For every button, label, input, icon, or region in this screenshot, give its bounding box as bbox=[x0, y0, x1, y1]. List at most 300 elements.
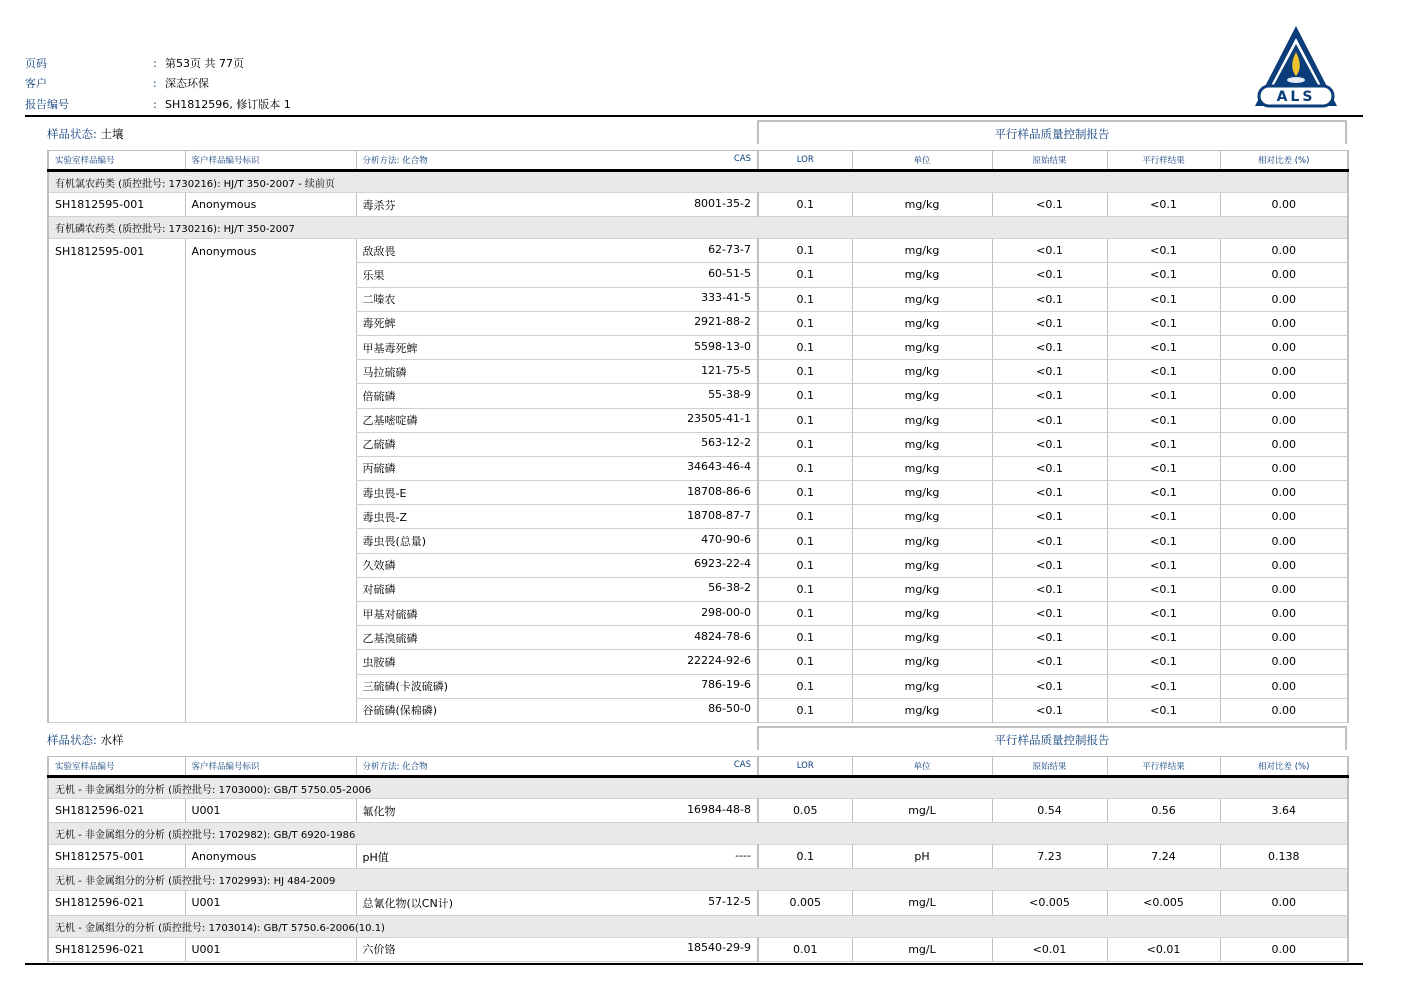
duplicate-result: <0.1 bbox=[1107, 456, 1220, 480]
duplicate-result: 7.24 bbox=[1107, 845, 1220, 869]
cas-number: 62-73-7 bbox=[708, 242, 751, 256]
lor-value: 0.1 bbox=[758, 845, 852, 869]
table-row bbox=[48, 384, 1348, 408]
rpd-value: 0.00 bbox=[1220, 432, 1348, 456]
method-group-row bbox=[48, 217, 1348, 239]
cas-number: 563-12-2 bbox=[701, 436, 751, 450]
client-sample-id: Anonymous bbox=[185, 193, 356, 217]
cas-number: 4824-78-6 bbox=[694, 629, 751, 643]
table-row bbox=[48, 263, 1348, 287]
original-result: <0.1 bbox=[992, 674, 1107, 698]
cas-number: 786-19-6 bbox=[701, 678, 751, 692]
col-lor: LOR bbox=[758, 151, 852, 171]
unit-value: mg/kg bbox=[852, 674, 992, 698]
col-duplicate-result: 平行样结果 bbox=[1107, 151, 1220, 171]
client-sample-id bbox=[185, 360, 356, 384]
compound-name: 乙硫磷 bbox=[362, 438, 396, 452]
lor-value: 0.1 bbox=[758, 408, 852, 432]
col-unit: 单位 bbox=[852, 151, 992, 171]
separator: : bbox=[153, 77, 157, 90]
lab-sample-id bbox=[48, 577, 185, 601]
unit-value: mg/L bbox=[852, 937, 992, 961]
lor-value: 0.005 bbox=[758, 891, 852, 915]
col-lor: LOR bbox=[758, 757, 852, 777]
original-result: <0.1 bbox=[992, 239, 1107, 263]
rpd-value: 0.00 bbox=[1220, 408, 1348, 432]
method-group-title: 无机 - 非金属组分的分析 (质控批号: 1703000): GB/T 5750.05-2006 bbox=[48, 777, 1348, 799]
compound-cell bbox=[356, 287, 758, 311]
original-result: <0.1 bbox=[992, 456, 1107, 480]
table-row bbox=[48, 408, 1348, 432]
cas-number: 470-90-6 bbox=[701, 533, 751, 547]
duplicate-result: 0.56 bbox=[1107, 799, 1220, 823]
cas-number: 6923-22-4 bbox=[694, 557, 751, 571]
rpd-value: 0.00 bbox=[1220, 626, 1348, 650]
original-result: <0.005 bbox=[992, 891, 1107, 915]
compound-cell bbox=[356, 311, 758, 335]
cas-number: 56-38-2 bbox=[708, 581, 751, 595]
client-label: 客户 bbox=[25, 77, 47, 90]
col-method-compound bbox=[356, 151, 758, 171]
original-result: <0.1 bbox=[992, 335, 1107, 359]
original-result: <0.1 bbox=[992, 698, 1107, 722]
lor-value: 0.1 bbox=[758, 650, 852, 674]
table-row bbox=[48, 799, 1348, 823]
column-label-cas: CAS bbox=[733, 760, 751, 770]
table-row bbox=[48, 456, 1348, 480]
lor-value: 0.1 bbox=[758, 553, 852, 577]
lab-sample-id: SH1812575-001 bbox=[48, 845, 185, 869]
compound-cell bbox=[356, 529, 758, 553]
col-method-compound bbox=[356, 757, 758, 777]
duplicate-result: <0.1 bbox=[1107, 698, 1220, 722]
client-sample-id bbox=[185, 408, 356, 432]
compound-cell bbox=[356, 698, 758, 722]
cas-number: 18708-87-7 bbox=[687, 508, 751, 522]
rpd-value: 0.00 bbox=[1220, 263, 1348, 287]
table-header bbox=[48, 757, 1348, 777]
lor-value: 0.1 bbox=[758, 529, 852, 553]
original-result: <0.1 bbox=[992, 311, 1107, 335]
table-row bbox=[48, 891, 1348, 915]
qc-report-title: 平行样品质量控制报告 bbox=[757, 726, 1347, 750]
unit-value: mg/kg bbox=[852, 650, 992, 674]
table-row bbox=[48, 193, 1348, 217]
rpd-value: 0.00 bbox=[1220, 193, 1348, 217]
table-row bbox=[48, 529, 1348, 553]
method-group-row bbox=[48, 869, 1348, 891]
compound-name: 甲基毒死蜱 bbox=[362, 341, 418, 355]
rpd-value: 0.00 bbox=[1220, 481, 1348, 505]
table-row bbox=[48, 432, 1348, 456]
compound-cell bbox=[356, 384, 758, 408]
column-label: 分析方法: 化合物 bbox=[362, 156, 428, 166]
compound-name: 马拉硫磷 bbox=[362, 365, 407, 379]
client-sample-id bbox=[185, 626, 356, 650]
lor-value: 0.01 bbox=[758, 937, 852, 961]
compound-name: 二嗪农 bbox=[362, 293, 396, 307]
lor-value: 0.1 bbox=[758, 698, 852, 722]
unit-value: pH bbox=[852, 845, 992, 869]
rpd-value: 0.00 bbox=[1220, 937, 1348, 961]
water-qc-table bbox=[47, 756, 1349, 962]
original-result: <0.1 bbox=[992, 505, 1107, 529]
compound-cell bbox=[356, 408, 758, 432]
original-result: <0.01 bbox=[992, 937, 1107, 961]
lab-sample-id: SH1812595-001 bbox=[48, 193, 185, 217]
compound-name: 毒杀芬 bbox=[362, 198, 396, 212]
original-result: 0.54 bbox=[992, 799, 1107, 823]
unit-value: mg/kg bbox=[852, 408, 992, 432]
cas-number: 57-12-5 bbox=[708, 894, 751, 908]
separator: : bbox=[153, 57, 157, 70]
lor-value: 0.1 bbox=[758, 577, 852, 601]
sample-state-value: 土壤 bbox=[100, 127, 124, 141]
cas-number: 121-75-5 bbox=[701, 363, 751, 377]
client-sample-id bbox=[185, 335, 356, 359]
lor-value: 0.1 bbox=[758, 384, 852, 408]
client-sample-id: Anonymous bbox=[185, 845, 356, 869]
lab-sample-id bbox=[48, 408, 185, 432]
method-group-row bbox=[48, 915, 1348, 937]
rpd-value: 0.00 bbox=[1220, 384, 1348, 408]
method-group-title: 有机氯农药类 (质控批号: 1730216): HJ/T 350-2007 - 续前页 bbox=[48, 171, 1348, 193]
unit-value: mg/kg bbox=[852, 602, 992, 626]
table-row bbox=[48, 239, 1348, 263]
client-sample-id bbox=[185, 263, 356, 287]
unit-value: mg/kg bbox=[852, 287, 992, 311]
lab-sample-id bbox=[48, 456, 185, 480]
duplicate-result: <0.1 bbox=[1107, 193, 1220, 217]
cas-number: 298-00-0 bbox=[701, 605, 751, 619]
duplicate-result: <0.1 bbox=[1107, 626, 1220, 650]
compound-name: 总氰化物(以CN计) bbox=[362, 896, 453, 910]
duplicate-result: <0.1 bbox=[1107, 335, 1220, 359]
duplicate-result: <0.1 bbox=[1107, 505, 1220, 529]
lor-value: 0.1 bbox=[758, 263, 852, 287]
client-sample-id: U001 bbox=[185, 937, 356, 961]
compound-cell bbox=[356, 239, 758, 263]
compound-cell bbox=[356, 432, 758, 456]
lor-value: 0.1 bbox=[758, 287, 852, 311]
unit-value: mg/kg bbox=[852, 481, 992, 505]
client-sample-id bbox=[185, 577, 356, 601]
rpd-value: 0.00 bbox=[1220, 698, 1348, 722]
compound-cell bbox=[356, 845, 758, 869]
compound-cell bbox=[356, 577, 758, 601]
rpd-value: 0.138 bbox=[1220, 845, 1348, 869]
cas-number: 8001-35-2 bbox=[694, 196, 751, 210]
client-value: 深态环保 bbox=[165, 77, 209, 90]
compound-name: 三硫磷(卡波硫磷) bbox=[362, 680, 449, 694]
compound-name: 敌敌畏 bbox=[362, 244, 396, 258]
unit-value: mg/L bbox=[852, 891, 992, 915]
rpd-value: 0.00 bbox=[1220, 239, 1348, 263]
page-label: 页码 bbox=[25, 57, 47, 70]
compound-name: 倍硫磷 bbox=[362, 389, 396, 403]
compound-name: 氟化物 bbox=[362, 804, 396, 818]
duplicate-result: <0.1 bbox=[1107, 384, 1220, 408]
compound-name: 乙基溴硫磷 bbox=[362, 631, 418, 645]
duplicate-result: <0.1 bbox=[1107, 360, 1220, 384]
column-label-cas: CAS bbox=[733, 154, 751, 164]
col-client-sample-id: 客户样品编号标识 bbox=[185, 757, 356, 777]
client-sample-id bbox=[185, 505, 356, 529]
method-group-title: 有机磷农药类 (质控批号: 1730216): HJ/T 350-2007 bbox=[48, 217, 1348, 239]
col-duplicate-result: 平行样结果 bbox=[1107, 757, 1220, 777]
client-sample-id: U001 bbox=[185, 891, 356, 915]
qc-report-title: 平行样品质量控制报告 bbox=[757, 120, 1347, 144]
original-result: 7.23 bbox=[992, 845, 1107, 869]
lor-value: 0.1 bbox=[758, 432, 852, 456]
sample-state-value: 水样 bbox=[100, 733, 124, 747]
original-result: <0.1 bbox=[992, 602, 1107, 626]
cas-number: 5598-13-0 bbox=[694, 339, 751, 353]
compound-cell bbox=[356, 799, 758, 823]
duplicate-result: <0.1 bbox=[1107, 287, 1220, 311]
lor-value: 0.1 bbox=[758, 335, 852, 359]
table-body bbox=[48, 171, 1348, 723]
original-result: <0.1 bbox=[992, 193, 1107, 217]
lor-value: 0.1 bbox=[758, 311, 852, 335]
client-sample-id bbox=[185, 602, 356, 626]
table-row bbox=[48, 577, 1348, 601]
unit-value: mg/kg bbox=[852, 384, 992, 408]
compound-name: 六价铬 bbox=[362, 943, 396, 957]
soil-qc-table bbox=[47, 150, 1349, 723]
original-result: <0.1 bbox=[992, 626, 1107, 650]
compound-name: 毒虫畏-E bbox=[362, 486, 407, 500]
table-row bbox=[48, 287, 1348, 311]
unit-value: mg/L bbox=[852, 799, 992, 823]
method-group-title: 无机 - 金属组分的分析 (质控批号: 1703014): GB/T 5750.6-2006(10.1) bbox=[48, 915, 1348, 937]
client-sample-id bbox=[185, 650, 356, 674]
duplicate-result: <0.01 bbox=[1107, 937, 1220, 961]
table-row bbox=[48, 845, 1348, 869]
compound-cell bbox=[356, 650, 758, 674]
lab-sample-id: SH1812596-021 bbox=[48, 891, 185, 915]
table-row bbox=[48, 626, 1348, 650]
col-client-sample-id: 客户样品编号标识 bbox=[185, 151, 356, 171]
lab-sample-id bbox=[48, 384, 185, 408]
lor-value: 0.1 bbox=[758, 239, 852, 263]
table-row bbox=[48, 505, 1348, 529]
lab-sample-id bbox=[48, 674, 185, 698]
duplicate-result: <0.1 bbox=[1107, 529, 1220, 553]
duplicate-result: <0.1 bbox=[1107, 674, 1220, 698]
table-row bbox=[48, 698, 1348, 722]
client-sample-id bbox=[185, 553, 356, 577]
compound-cell bbox=[356, 553, 758, 577]
duplicate-result: <0.1 bbox=[1107, 602, 1220, 626]
table-row bbox=[48, 553, 1348, 577]
compound-name: 毒死蜱 bbox=[362, 317, 396, 331]
lab-sample-id bbox=[48, 360, 185, 384]
unit-value: mg/kg bbox=[852, 360, 992, 384]
report-number-label: 报告编号 bbox=[25, 98, 69, 111]
unit-value: mg/kg bbox=[852, 626, 992, 650]
compound-cell bbox=[356, 193, 758, 217]
table-row bbox=[48, 674, 1348, 698]
rpd-value: 0.00 bbox=[1220, 287, 1348, 311]
compound-name: pH值 bbox=[362, 850, 389, 864]
rpd-value: 0.00 bbox=[1220, 674, 1348, 698]
col-lab-sample-id: 实验室样品编号 bbox=[48, 151, 185, 171]
original-result: <0.1 bbox=[992, 263, 1107, 287]
method-group-row bbox=[48, 171, 1348, 193]
table-row bbox=[48, 481, 1348, 505]
lab-sample-id bbox=[48, 698, 185, 722]
method-group-row bbox=[48, 823, 1348, 845]
cas-number: 18540-29-9 bbox=[687, 941, 751, 955]
table-row bbox=[48, 311, 1348, 335]
rpd-value: 3.64 bbox=[1220, 799, 1348, 823]
duplicate-result: <0.1 bbox=[1107, 263, 1220, 287]
sample-state-label: 样品状态: bbox=[47, 733, 97, 747]
original-result: <0.1 bbox=[992, 650, 1107, 674]
rpd-value: 0.00 bbox=[1220, 602, 1348, 626]
sample-state bbox=[47, 732, 124, 748]
col-original-result: 原始结果 bbox=[992, 151, 1107, 171]
lor-value: 0.1 bbox=[758, 456, 852, 480]
original-result: <0.1 bbox=[992, 553, 1107, 577]
compound-name: 久效磷 bbox=[362, 559, 396, 573]
lab-sample-id bbox=[48, 432, 185, 456]
cas-number: 34643-46-4 bbox=[687, 460, 751, 474]
compound-cell bbox=[356, 937, 758, 961]
duplicate-result: <0.1 bbox=[1107, 650, 1220, 674]
lab-sample-id bbox=[48, 311, 185, 335]
lab-sample-id bbox=[48, 287, 185, 311]
rpd-value: 0.00 bbox=[1220, 529, 1348, 553]
original-result: <0.1 bbox=[992, 360, 1107, 384]
client-sample-id bbox=[185, 674, 356, 698]
compound-cell bbox=[356, 335, 758, 359]
client-sample-id bbox=[185, 384, 356, 408]
col-rpd: 相对比差 (%) bbox=[1220, 151, 1348, 171]
cas-number: 22224-92-6 bbox=[687, 653, 751, 667]
compound-cell bbox=[356, 360, 758, 384]
original-result: <0.1 bbox=[992, 432, 1107, 456]
duplicate-result: <0.1 bbox=[1107, 481, 1220, 505]
col-unit: 单位 bbox=[852, 757, 992, 777]
rpd-value: 0.00 bbox=[1220, 335, 1348, 359]
compound-cell bbox=[356, 456, 758, 480]
cas-number: 16984-48-8 bbox=[687, 802, 751, 816]
compound-cell bbox=[356, 674, 758, 698]
compound-name: 乙基嘧啶磷 bbox=[362, 414, 418, 428]
rpd-value: 0.00 bbox=[1220, 650, 1348, 674]
compound-cell bbox=[356, 481, 758, 505]
client-sample-id bbox=[185, 311, 356, 335]
lab-sample-id bbox=[48, 481, 185, 505]
lor-value: 0.1 bbox=[758, 360, 852, 384]
report-number-value: SH1812596, 修订版本 1 bbox=[165, 98, 291, 111]
rpd-value: 0.00 bbox=[1220, 456, 1348, 480]
original-result: <0.1 bbox=[992, 529, 1107, 553]
lab-sample-id: SH1812596-021 bbox=[48, 799, 185, 823]
separator: : bbox=[153, 98, 157, 111]
rpd-value: 0.00 bbox=[1220, 891, 1348, 915]
unit-value: mg/kg bbox=[852, 577, 992, 601]
compound-name: 丙硫磷 bbox=[362, 462, 396, 476]
client-sample-id bbox=[185, 456, 356, 480]
unit-value: mg/kg bbox=[852, 505, 992, 529]
client-sample-id bbox=[185, 529, 356, 553]
sample-state-label: 样品状态: bbox=[47, 127, 97, 141]
cas-number: ---- bbox=[735, 848, 751, 862]
als-logo bbox=[1253, 24, 1339, 108]
compound-name: 甲基对硫磷 bbox=[362, 607, 418, 621]
client-sample-id bbox=[185, 698, 356, 722]
duplicate-result: <0.1 bbox=[1107, 577, 1220, 601]
unit-value: mg/kg bbox=[852, 311, 992, 335]
unit-value: mg/kg bbox=[852, 432, 992, 456]
rpd-value: 0.00 bbox=[1220, 505, 1348, 529]
compound-cell bbox=[356, 891, 758, 915]
duplicate-result: <0.1 bbox=[1107, 553, 1220, 577]
lab-sample-id bbox=[48, 650, 185, 674]
method-group-row bbox=[48, 777, 1348, 799]
compound-cell bbox=[356, 505, 758, 529]
lab-sample-id bbox=[48, 553, 185, 577]
rpd-value: 0.00 bbox=[1220, 311, 1348, 335]
page-value: 第53页 共 77页 bbox=[165, 57, 244, 70]
client-sample-id bbox=[185, 432, 356, 456]
cas-number: 2921-88-2 bbox=[694, 315, 751, 329]
table-header bbox=[48, 151, 1348, 171]
cas-number: 333-41-5 bbox=[701, 291, 751, 305]
compound-name: 毒虫畏(总量) bbox=[362, 535, 427, 549]
col-rpd: 相对比差 (%) bbox=[1220, 757, 1348, 777]
client-sample-id: Anonymous bbox=[185, 239, 356, 263]
client-sample-id bbox=[185, 481, 356, 505]
table-row bbox=[48, 937, 1348, 961]
lor-value: 0.05 bbox=[758, 799, 852, 823]
rpd-value: 0.00 bbox=[1220, 553, 1348, 577]
water-section bbox=[47, 726, 1347, 962]
compound-cell bbox=[356, 263, 758, 287]
column-label: 分析方法: 化合物 bbox=[362, 762, 428, 772]
lor-value: 0.1 bbox=[758, 602, 852, 626]
duplicate-result: <0.1 bbox=[1107, 311, 1220, 335]
lab-sample-id bbox=[48, 335, 185, 359]
table-body bbox=[48, 777, 1348, 962]
duplicate-result: <0.005 bbox=[1107, 891, 1220, 915]
unit-value: mg/kg bbox=[852, 239, 992, 263]
compound-name: 对硫磷 bbox=[362, 583, 396, 597]
cas-number: 60-51-5 bbox=[708, 266, 751, 280]
table-row bbox=[48, 335, 1348, 359]
logo-text: ALS bbox=[1276, 89, 1316, 105]
unit-value: mg/kg bbox=[852, 193, 992, 217]
original-result: <0.1 bbox=[992, 577, 1107, 601]
top-rule bbox=[25, 115, 1363, 117]
unit-value: mg/kg bbox=[852, 529, 992, 553]
lor-value: 0.1 bbox=[758, 674, 852, 698]
cas-number: 86-50-0 bbox=[708, 702, 751, 716]
compound-name: 毒虫畏-Z bbox=[362, 510, 408, 524]
unit-value: mg/kg bbox=[852, 698, 992, 722]
lab-sample-id bbox=[48, 505, 185, 529]
col-lab-sample-id: 实验室样品编号 bbox=[48, 757, 185, 777]
rpd-value: 0.00 bbox=[1220, 360, 1348, 384]
unit-value: mg/kg bbox=[852, 553, 992, 577]
method-group-title: 无机 - 非金属组分的分析 (质控批号: 1702993): HJ 484-2009 bbox=[48, 869, 1348, 891]
lor-value: 0.1 bbox=[758, 481, 852, 505]
lab-sample-id bbox=[48, 263, 185, 287]
table-row bbox=[48, 360, 1348, 384]
